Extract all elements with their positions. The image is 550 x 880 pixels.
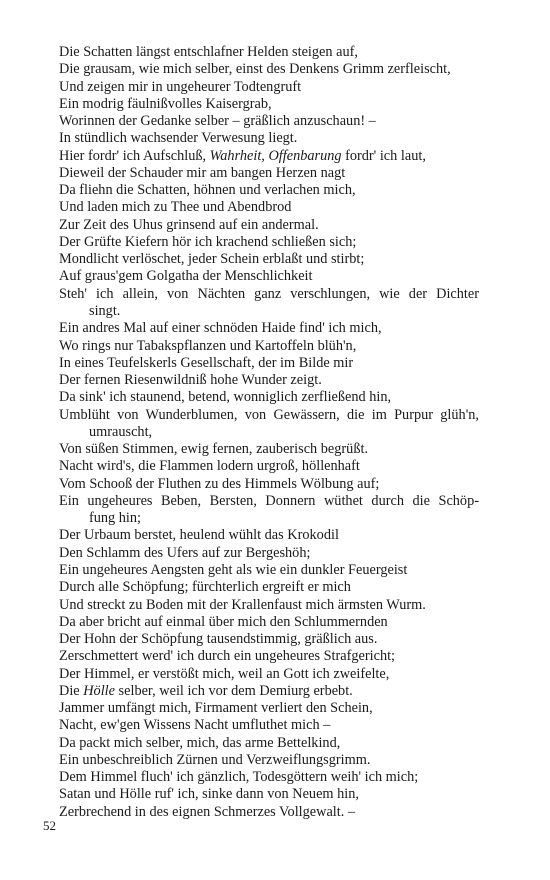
poem-line — [59, 407, 479, 424]
poem-line — [59, 389, 479, 406]
emphasized-text: Hölle — [83, 682, 115, 699]
poem-line — [59, 182, 479, 199]
poem-line — [59, 631, 479, 648]
line-text: Der fernen Riesenwildniß hohe Wunder zeigt. — [59, 372, 322, 389]
line-text: fung hin; — [89, 510, 142, 527]
line-text: umrauscht, — [89, 423, 153, 440]
poem-line — [59, 338, 479, 355]
line-text: Der Urbaum berstet, heulend wühlt das Krokodil — [59, 527, 339, 544]
page-number: 52 — [43, 818, 56, 833]
poem-line — [59, 769, 479, 786]
line-text: Zur Zeit des Uhus grinsend auf ein andermal. — [59, 216, 319, 233]
line-text: fordr' ich laut, — [341, 147, 426, 164]
poem-line — [59, 355, 479, 372]
line-text: Wo rings nur Tabakspflanzen und Kartoffeln blüh'n, — [59, 337, 357, 354]
poem-line — [59, 717, 479, 734]
poem-line — [59, 683, 479, 700]
poem-line — [59, 579, 479, 596]
poem-line — [59, 648, 479, 665]
line-text: Satan und Hölle ruf' ich, sinke dann von Neuem hin, — [59, 786, 359, 803]
poem-line — [59, 96, 479, 113]
line-text: Die Schatten längst entschlafner Helden steigen auf, — [59, 44, 358, 60]
poem-line-continuation — [59, 303, 479, 320]
poem-line — [59, 148, 479, 165]
poem-line — [59, 199, 479, 216]
poem-line — [59, 217, 479, 234]
line-text: Und laden mich zu Thee und Abendbrod — [59, 199, 292, 216]
poem-line-continuation — [59, 424, 479, 441]
line-text: Den Schlamm des Ufers auf zur Bergeshöh; — [59, 544, 311, 561]
line-text: Ein andres Mal auf einer schnöden Haide find' ich mich, — [59, 320, 382, 337]
poem-line — [59, 286, 479, 303]
line-text: Durch alle Schöpfung; fürchterlich ergreift er mich — [59, 579, 351, 596]
poem-line — [59, 234, 479, 251]
poem-line — [59, 251, 479, 268]
line-text: In eines Teufelskerls Gesellschaft, der im Bilde mir — [59, 354, 354, 371]
poem-line — [59, 804, 479, 821]
line-text: In stündlich wachsender Verwesung liegt. — [59, 130, 298, 147]
line-text: Die grausam, wie mich selber, einst des Denkens Grimm zerfleischt, — [59, 61, 451, 78]
line-text: Hier fordr' ich Aufschluß, — [59, 147, 210, 164]
line-text: Der Himmel, er verstößt mich, weil an Gott ich zweifelte, — [59, 665, 390, 682]
poem-line — [59, 752, 479, 769]
poem-line — [59, 44, 479, 61]
emphasized-text: Wahrheit, Offenbarung — [209, 147, 342, 164]
poem-text-block — [59, 44, 479, 821]
line-text: Dem Himmel fluch' ich gänzlich, Todesgöttern weih' ich mich; — [59, 769, 419, 786]
line-text: Ein unbeschreiblich Zürnen und Verzweiflungsgrimm. — [59, 751, 371, 768]
line-text: Und streckt zu Boden mit der Krallenfaust mich ärmsten Wurm. — [59, 596, 426, 613]
poem-line — [59, 113, 479, 130]
line-text: Worinnen der Gedanke selber – gräßlich anzuschaun! – — [59, 113, 376, 130]
line-text: Zerbrechend in des eignen Schmerzes Vollgewalt. – — [59, 803, 356, 820]
line-text: Nacht, ew'gen Wissens Nacht umfluthet mich – — [59, 717, 331, 734]
poem-line — [59, 441, 479, 458]
line-text: Ein modrig fäulnißvolles Kaisergrab, — [59, 95, 272, 112]
poem-line — [59, 372, 479, 389]
line-text: Und zeigen mir in ungeheurer Todtengruft — [59, 78, 302, 95]
line-text: Der Hohn der Schöpfung tausendstimmig, gräßlich aus. — [59, 631, 378, 648]
line-text: Da fliehn die Schatten, höhnen und verlachen mich, — [59, 182, 356, 199]
line-text: Der Grüfte Kiefern hör ich krachend schließen sich; — [59, 233, 357, 250]
line-text: Dieweil der Schauder mir am bangen Herzen nagt — [59, 164, 346, 181]
poem-line — [59, 597, 479, 614]
line-text: Zerschmettert werd' ich durch ein ungeheures Strafgericht; — [59, 648, 396, 665]
line-text: Jammer umfängt mich, Firmament verliert den Schein, — [59, 700, 373, 717]
poem-line — [59, 735, 479, 752]
line-text: Auf graus'gem Golgatha der Menschlichkeit — [59, 268, 313, 285]
poem-line — [59, 79, 479, 96]
poem-line — [59, 61, 479, 78]
poem-line — [59, 130, 479, 147]
poem-line — [59, 562, 479, 579]
line-text: Ein ungeheures Beben, Bersten, Donnern wüthet durch die Schöp- — [59, 492, 479, 509]
poem-line — [59, 545, 479, 562]
line-text: Die — [59, 682, 84, 699]
poem-line-continuation — [59, 510, 479, 527]
line-text: selber, weil ich vor dem Demiurg erbebt. — [114, 682, 353, 699]
poem-line — [59, 527, 479, 544]
line-text: Da packt mich selber, mich, das arme Bettelkind, — [59, 734, 341, 751]
poem-line — [59, 493, 479, 510]
line-text: Nacht wird's, die Flammen lodern urgroß, höllenhaft — [59, 458, 360, 475]
poem-line — [59, 786, 479, 803]
poem-line — [59, 476, 479, 493]
poem-line — [59, 614, 479, 631]
line-text: singt. — [89, 302, 121, 319]
line-text: Vom Schooß der Fluthen zu des Himmels Wölbung auf; — [59, 475, 380, 492]
poem-line — [59, 320, 479, 337]
poem-line — [59, 268, 479, 285]
line-text: Mondlicht verlöschet, jeder Schein erblaßt und stirbt; — [59, 251, 365, 268]
line-text: Steh' ich allein, von Nächten ganz verschlungen, wie der Dichter — [59, 285, 479, 302]
line-text: Ein ungeheures Aengsten geht als wie ein dunkler Feuergeist — [59, 561, 408, 578]
line-text: Von süßen Stimmen, ewig fernen, zauberisch begrüßt. — [59, 441, 369, 458]
poem-line — [59, 666, 479, 683]
poem-line — [59, 700, 479, 717]
poem-line — [59, 458, 479, 475]
poem-line — [59, 165, 479, 182]
line-text: Umblüht von Wunderblumen, von Gewässern, die im Purpur glüh'n, — [59, 406, 479, 423]
line-text: Da sink' ich staunend, betend, wonniglich zerfließend hin, — [59, 389, 392, 406]
line-text: Da aber bricht auf einmal über mich den Schlummernden — [59, 613, 388, 630]
